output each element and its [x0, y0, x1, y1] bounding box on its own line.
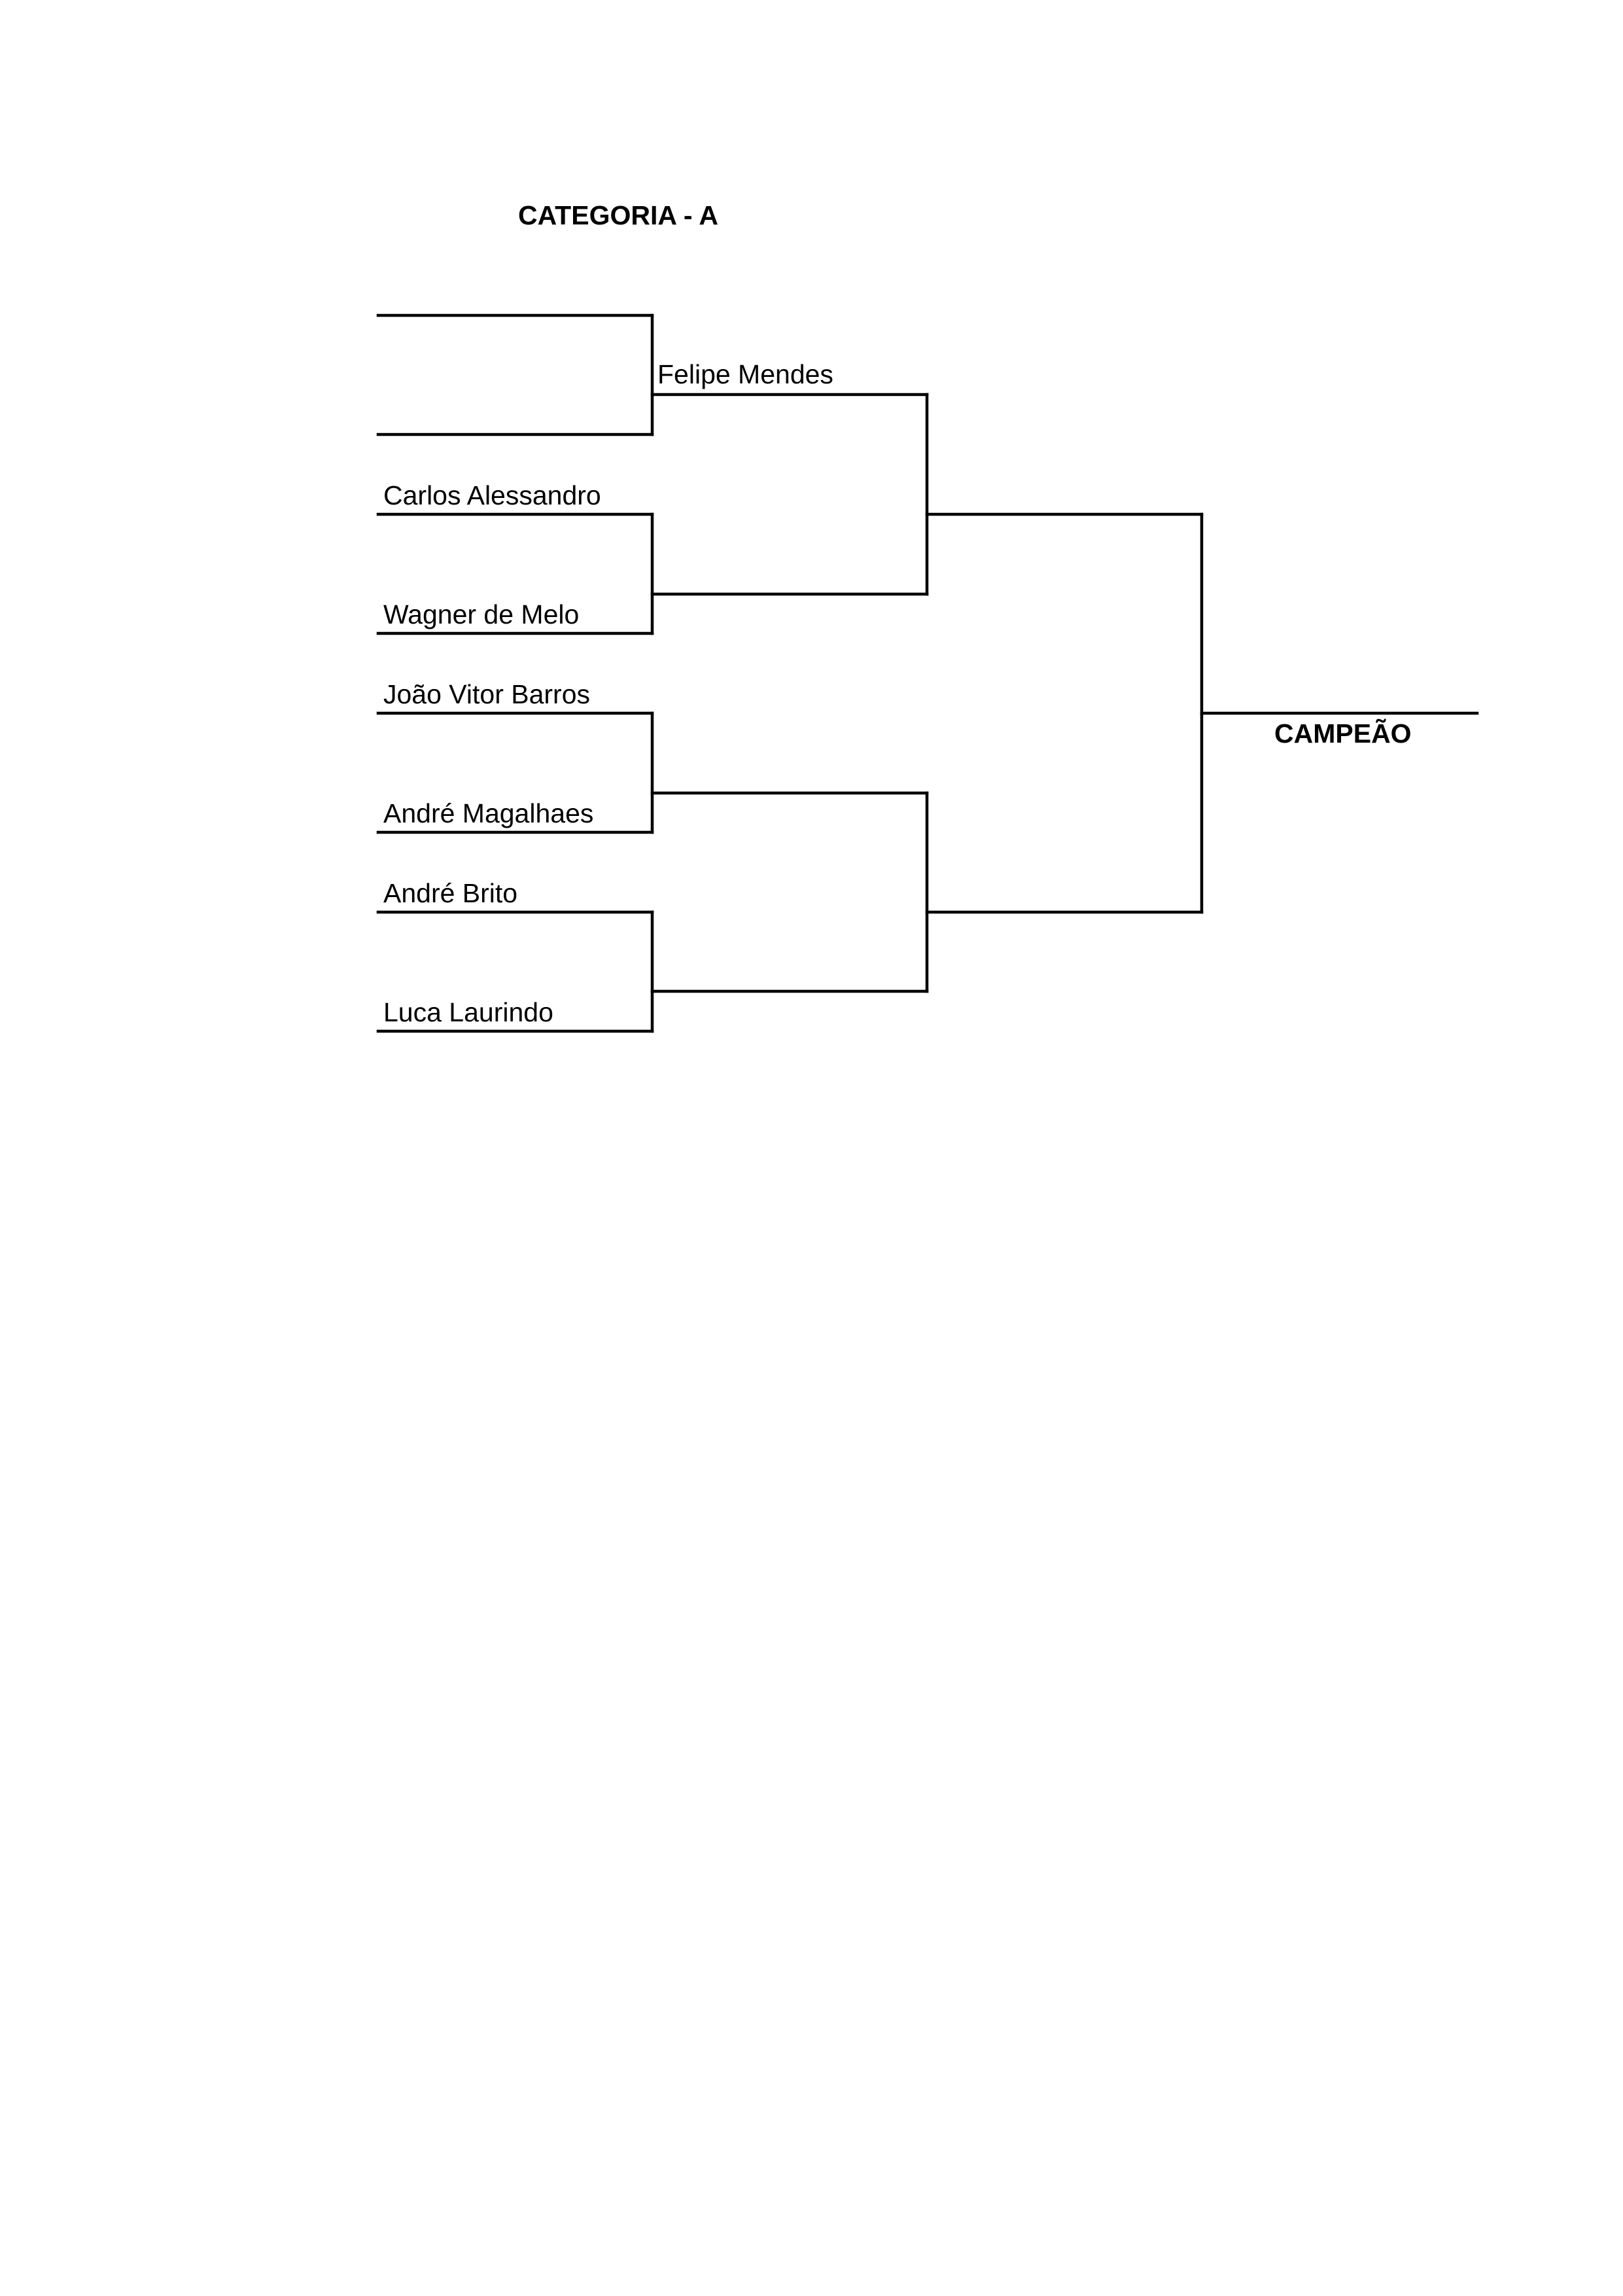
round-2: [652, 395, 927, 991]
champion-label: CAMPEÃO: [1274, 718, 1412, 749]
r1-slot-8-name: Luca Laurindo: [383, 997, 553, 1027]
r1-slot-3-name: Carlos Alessandro: [383, 480, 601, 510]
r1-slot-7-name: André Brito: [383, 878, 518, 908]
r2-slot-1-name: Felipe Mendes: [657, 359, 833, 389]
r1-slot-6-name: André Magalhaes: [383, 798, 594, 828]
round-1: [378, 315, 652, 1031]
r1-slot-4-name: Wagner de Melo: [383, 599, 580, 629]
bracket-title: CATEGORIA - A: [518, 200, 718, 230]
r1-slot-5-name: João Vitor Barros: [383, 679, 591, 709]
semifinal: [927, 514, 1202, 912]
